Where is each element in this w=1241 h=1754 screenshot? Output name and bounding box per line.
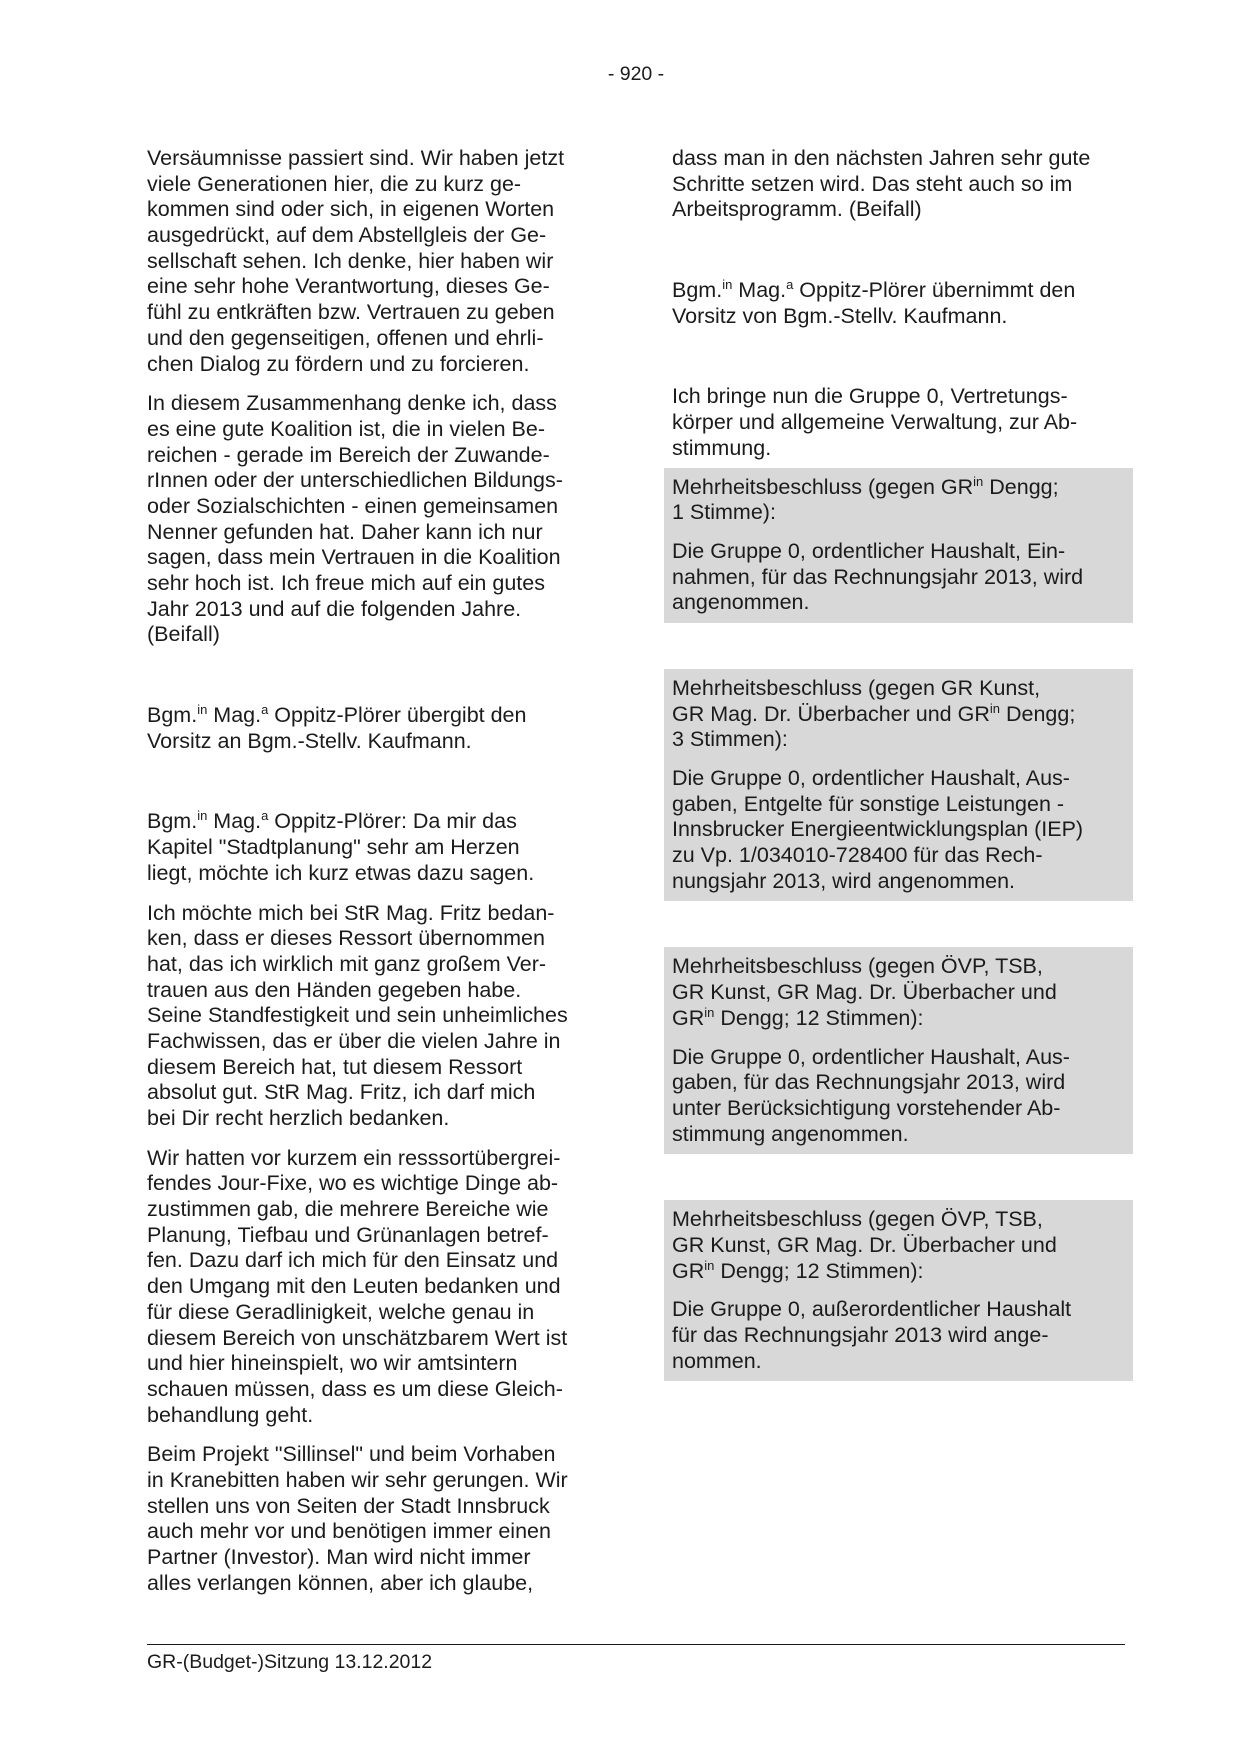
- superscript-text: in: [704, 1004, 715, 1020]
- text-line: für das Rechnungsjahr 2013 wird ange-: [672, 1323, 1049, 1347]
- right-column: [672, 146, 1125, 1381]
- decision-header: [672, 475, 1125, 526]
- decision-block: [664, 1200, 1133, 1381]
- paragraph: [147, 1146, 600, 1429]
- paragraph: [147, 809, 600, 886]
- text-line: und hier hineinspielt, wo wir amtsintern: [147, 1351, 518, 1376]
- decision-body: [672, 1297, 1125, 1374]
- text-line: (Beifall): [147, 622, 220, 647]
- text-line: absolut gut. StR Mag. Fritz, ich darf mich: [147, 1080, 536, 1105]
- text-line: körper und allgemeine Verwaltung, zur Ab-: [672, 410, 1078, 435]
- text-line: stellen uns von Seiten der Stadt Innsbruck: [147, 1493, 550, 1518]
- text-line: 1 Stimme):: [672, 500, 776, 525]
- paragraph-block: [147, 1442, 600, 1596]
- paragraph: [147, 146, 600, 377]
- text-line: Ich möchte mich bei StR Mag. Fritz bedan-: [147, 900, 555, 925]
- text-columns: [147, 146, 1125, 1596]
- text-line: zustimmen gab, die mehrere Bereiche wie: [147, 1197, 549, 1222]
- paragraph-block: [147, 391, 600, 648]
- text-line: Nenner gefunden hat. Daher kann ich nur: [147, 519, 543, 544]
- text-line: Vorsitz an Bgm.-Stellv. Kaufmann.: [147, 728, 472, 753]
- paragraph: [147, 391, 600, 648]
- text-line: Seine Standfestigkeit und sein unheimliches: [147, 1003, 568, 1028]
- paragraph: [672, 278, 1125, 329]
- text-line: GR Kunst, GR Mag. Dr. Überbacher und: [672, 1232, 1057, 1257]
- text-line: Arbeitsprogramm. (Beifall): [672, 197, 922, 222]
- text-line: rInnen oder der unterschiedlichen Bildungs-: [147, 468, 563, 493]
- paragraph-block: [147, 146, 600, 377]
- paragraph-block: [672, 384, 1125, 461]
- text-line: den Umgang mit den Leuten bedanken und: [147, 1274, 561, 1299]
- decision-header: [672, 1207, 1125, 1284]
- text-line: zu Vp. 1/034010-728400 für das Rech-: [672, 843, 1043, 868]
- paragraph: [147, 703, 600, 754]
- text-line: kommen sind oder sich, in eigenen Worten: [147, 197, 555, 222]
- decision-block: [664, 947, 1133, 1154]
- text-line: Mehrheitsbeschluss (gegen ÖVP, TSB,: [672, 1207, 1043, 1232]
- text-line: reichen - gerade im Bereich der Zuwande-: [147, 442, 550, 467]
- left-column: [147, 146, 600, 1596]
- text-line: Mehrheitsbeschluss (gegen GR Kunst,: [672, 675, 1041, 700]
- text-line: fühl zu entkräften bzw. Vertrauen zu geben: [147, 300, 555, 325]
- page-number: - 920 -: [607, 63, 665, 85]
- text-line: Schritte setzen wird. Das steht auch so im: [672, 171, 1073, 196]
- superscript-text: in: [197, 808, 208, 824]
- text-line: sehr hoch ist. Ich freue mich auf ein gutes: [147, 571, 545, 595]
- superscript-text: in: [973, 473, 984, 489]
- paragraph-block: [672, 146, 1125, 223]
- text-line: Planung, Tiefbau und Grünanlagen betref-: [147, 1222, 549, 1247]
- text-line: stimmung angenommen.: [672, 1121, 909, 1146]
- text-line: und den gegenseitigen, offenen und ehrli-: [147, 325, 544, 350]
- text-line: Versäumnisse passiert sind. Wir haben jetzt: [147, 146, 565, 170]
- superscript-text: in: [722, 277, 733, 293]
- text-line: Vorsitz von Bgm.-Stellv. Kaufmann.: [672, 303, 1008, 328]
- superscript-text: a: [261, 702, 269, 718]
- text-line: Fachwissen, das er über die vielen Jahre in: [147, 1028, 561, 1053]
- text-line: chen Dialog zu fördern und zu forcieren.: [147, 351, 530, 376]
- text-line: Die Gruppe 0, ordentlicher Haushalt, Aus-: [672, 766, 1070, 790]
- text-line: behandlung geht.: [147, 1402, 314, 1427]
- text-line: oder Sozialschichten - einen gemeinsamen: [147, 493, 559, 518]
- decision-body: [672, 1045, 1125, 1148]
- text-line: Die Gruppe 0, ordentlicher Haushalt, Aus-: [672, 1044, 1070, 1069]
- text-line: fen. Dazu darf ich mich für den Einsatz und: [147, 1248, 559, 1273]
- text-line: In diesem Zusammenhang denke ich, dass: [147, 391, 557, 416]
- text-line: nommen.: [672, 1348, 762, 1373]
- text-line: Bgm.$^{in}$ Mag.$^a$ Oppitz-Plörer übernimmt den: [672, 277, 1076, 303]
- text-line: es eine gute Koalition ist, die in vielen Be-: [147, 416, 545, 441]
- decision-header: [672, 676, 1125, 753]
- superscript-text: a: [786, 277, 794, 293]
- text-line: Ich bringe nun die Gruppe 0, Vertretungs-: [672, 384, 1068, 409]
- paragraph: [672, 146, 1125, 223]
- text-line: gaben, Entgelte für sonstige Leistungen -: [672, 791, 1065, 816]
- text-line: fendes Jour-Fixe, wo es wichtige Dinge ab-: [147, 1171, 559, 1196]
- footer-session-label: GR-(Budget-)Sitzung 13.12.2012: [147, 1651, 433, 1673]
- superscript-text: a: [261, 808, 269, 824]
- text-line: gaben, für das Rechnungsjahr 2013, wird: [672, 1070, 1066, 1095]
- paragraph: [147, 901, 600, 1132]
- page-footer: [147, 1644, 1125, 1674]
- paragraph-block: [147, 809, 600, 886]
- text-line: nungsjahr 2013, wird angenommen.: [672, 868, 1016, 893]
- text-line: Die Gruppe 0, außerordentlicher Haushalt: [672, 1297, 1072, 1322]
- text-line: bei Dir recht herzlich bedanken.: [147, 1106, 450, 1130]
- text-line: $GR^{in}$ Dengg; 12 Stimmen):: [672, 1004, 924, 1030]
- decision-block: [664, 468, 1133, 623]
- superscript-text: in: [989, 700, 1000, 716]
- text-line: viele Generationen hier, die zu kurz ge-: [147, 171, 522, 196]
- text-line: ken, dass er dieses Ressort übernommen: [147, 926, 545, 951]
- text-line: eine sehr hohe Verantwortung, dieses Ge-: [147, 274, 550, 299]
- text-line: Die Gruppe 0, ordentlicher Haushalt, Ein-: [672, 538, 1066, 563]
- text-line: dass man in den nächsten Jahren sehr gute: [672, 146, 1091, 170]
- text-line: sagen, dass mein Vertrauen in die Koalition: [147, 545, 561, 570]
- text-line: Kapitel "Stadtplanung" sehr am Herzen: [147, 835, 520, 860]
- text-line: Mehrheitsbeschluss (gegen ÖVP, TSB,: [672, 954, 1043, 979]
- decision-header: [672, 954, 1125, 1031]
- text-line: Partner (Investor). Man wird nicht immer: [147, 1545, 531, 1569]
- text-line: alles verlangen können, aber ich glaube,: [147, 1570, 534, 1595]
- text-line: unter Berücksichtigung vorstehender Ab-: [672, 1095, 1061, 1120]
- decision-body: [672, 539, 1125, 616]
- text-line: sellschaft sehen. Ich denke, hier haben wir: [147, 248, 554, 273]
- text-line: $GR^{in}$ Dengg; 12 Stimmen):: [672, 1257, 924, 1283]
- text-line: Jahr 2013 und auf die folgenden Jahre.: [147, 596, 522, 621]
- text-line: Innsbrucker Energieentwicklungsplan (IEP): [672, 817, 1084, 842]
- text-line: Bgm.$^{in}$ Mag.$^a$ Oppitz-Plörer übergibt den: [147, 702, 527, 728]
- speaker-note: [672, 278, 1125, 329]
- text-line: liegt, möchte ich kurz etwas dazu sagen.: [147, 860, 535, 885]
- paragraph: [672, 384, 1125, 461]
- paragraph: [147, 1442, 600, 1596]
- text-line: diesem Bereich hat, tut diesem Ressort: [147, 1054, 523, 1079]
- speaker-note: [147, 703, 600, 754]
- text-line: GR Kunst, GR Mag. Dr. Überbacher und: [672, 980, 1057, 1005]
- paragraph-block: [147, 1146, 600, 1429]
- text-line: 3 Stimmen):: [672, 727, 788, 752]
- text-line: diesem Bereich von unschätzbarem Wert ist: [147, 1325, 568, 1350]
- superscript-text: in: [197, 702, 208, 718]
- paragraph-block: [147, 901, 600, 1132]
- text-line: Mehrheitsbeschluss (gegen $GR^{in}$ Dengg;: [672, 473, 1059, 499]
- text-line: stimmung.: [672, 435, 772, 460]
- decision-block: [664, 669, 1133, 902]
- superscript-text: in: [704, 1257, 715, 1273]
- text-line: trauen aus den Händen gegeben habe.: [147, 977, 522, 1002]
- text-line: schauen müssen, dass es um diese Gleich-: [147, 1376, 563, 1401]
- text-line: Bgm.$^{in}$ Mag.$^a$ Oppitz-Plörer: Da mir das: [147, 808, 517, 834]
- text-line: hat, das ich wirklich mit ganz großem Ver-: [147, 951, 547, 976]
- text-line: GR Mag. Dr. Überbacher und $GR^{in}$ Dengg;: [672, 700, 1076, 726]
- text-line: in Kranebitten haben wir sehr gerungen. Wir: [147, 1467, 568, 1492]
- text-line: Wir hatten vor kurzem ein resssortübergrei-: [147, 1145, 561, 1170]
- text-line: für diese Geradlinigkeit, welche genau in: [147, 1299, 535, 1324]
- text-line: ausgedrückt, auf dem Abstellgleis der Ge-: [147, 223, 547, 248]
- text-line: angenommen.: [672, 590, 810, 615]
- text-line: Beim Projekt "Sillinsel" und beim Vorhaben: [147, 1442, 556, 1467]
- decision-body: [672, 766, 1125, 894]
- text-line: auch mehr vor und benötigen immer einen: [147, 1519, 551, 1544]
- text-line: nahmen, für das Rechnungsjahr 2013, wird: [672, 564, 1084, 589]
